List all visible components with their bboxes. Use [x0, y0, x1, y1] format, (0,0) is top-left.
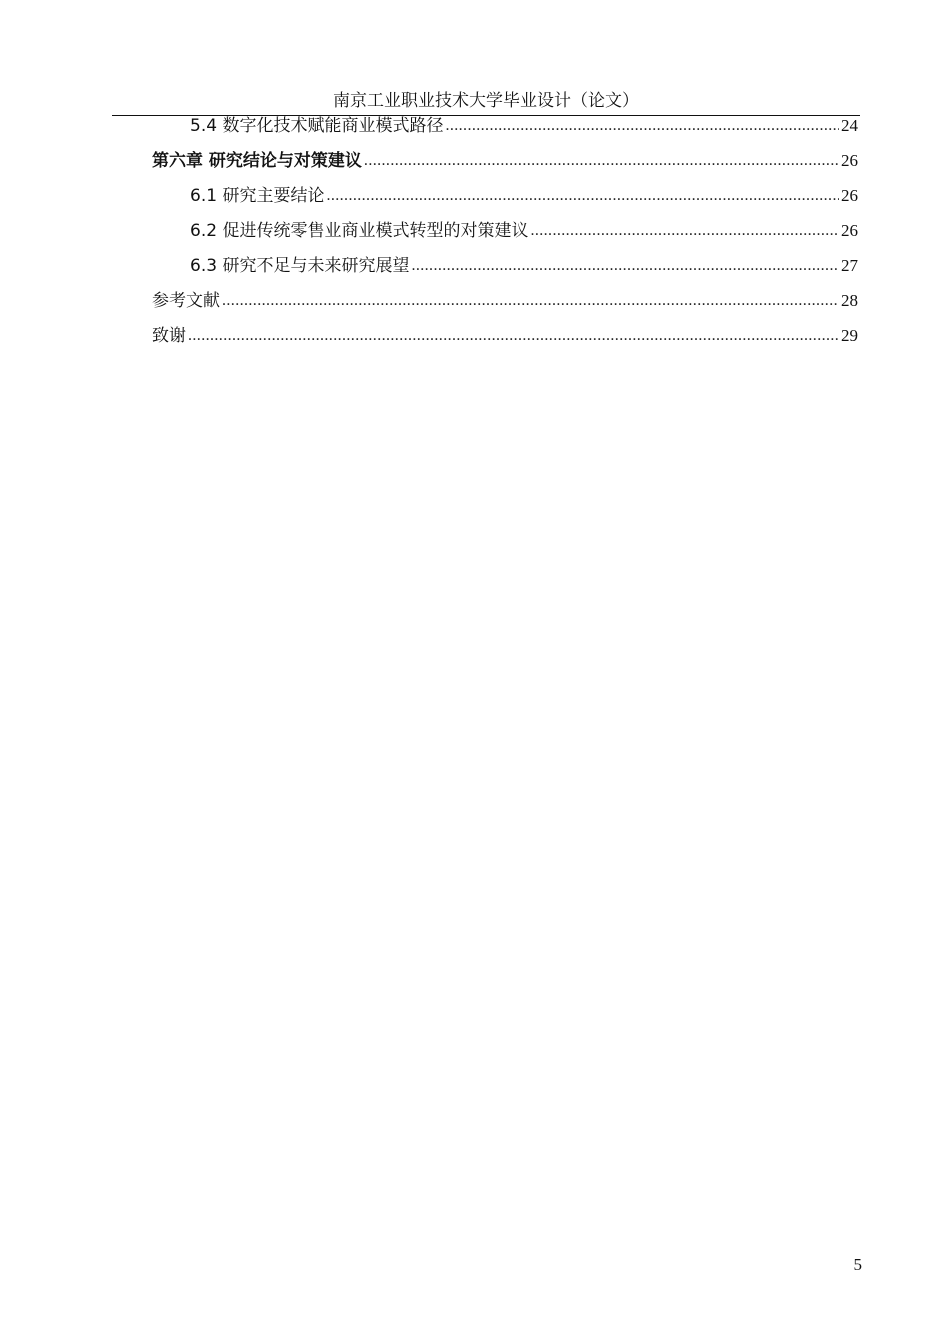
toc-entry-page: 27 — [841, 256, 858, 275]
toc-dot-leader — [445, 115, 839, 137]
toc-entry-6-2[interactable] — [190, 216, 858, 242]
page-number: 5 — [853, 1255, 862, 1274]
toc-entry-acknowledgements[interactable] — [152, 321, 858, 347]
toc-entry-6-3[interactable] — [190, 251, 858, 277]
toc-dot-leader — [411, 255, 839, 277]
toc-entry-page: 28 — [841, 291, 858, 310]
toc-entry-page: 26 — [841, 221, 858, 240]
toc-entry-page: 24 — [841, 116, 858, 135]
toc-entry-page: 26 — [841, 151, 858, 170]
toc-entry-label: 参考文献 — [152, 291, 220, 311]
toc-entry-label: 6.2 促进传统零售业商业模式转型的对策建议 — [190, 221, 529, 241]
toc-entry-chapter-6[interactable] — [152, 146, 858, 172]
toc-dot-leader — [326, 185, 839, 207]
table-of-contents — [0, 0, 950, 400]
toc-entry-label: 致谢 — [152, 326, 186, 346]
toc-entry-5-4[interactable] — [190, 111, 858, 137]
toc-entry-label: 6.1 研究主要结论 — [190, 186, 325, 206]
toc-entry-page: 26 — [841, 186, 858, 205]
thesis-header-title: 南京工业职业技术大学毕业设计（论文） — [333, 91, 639, 111]
toc-entry-label: 第六章 研究结论与对策建议 — [152, 151, 362, 171]
toc-entry-references[interactable] — [152, 286, 858, 312]
toc-entry-label: 6.3 研究不足与未来研究展望 — [190, 256, 410, 276]
toc-dot-leader — [188, 325, 839, 347]
toc-entry-page: 29 — [841, 326, 858, 345]
toc-entry-label: 5.4 数字化技术赋能商业模式路径 — [190, 116, 444, 136]
toc-dot-leader — [364, 150, 839, 172]
toc-dot-leader — [530, 220, 839, 242]
toc-dot-leader — [222, 290, 839, 312]
toc-entry-6-1[interactable] — [190, 181, 858, 207]
